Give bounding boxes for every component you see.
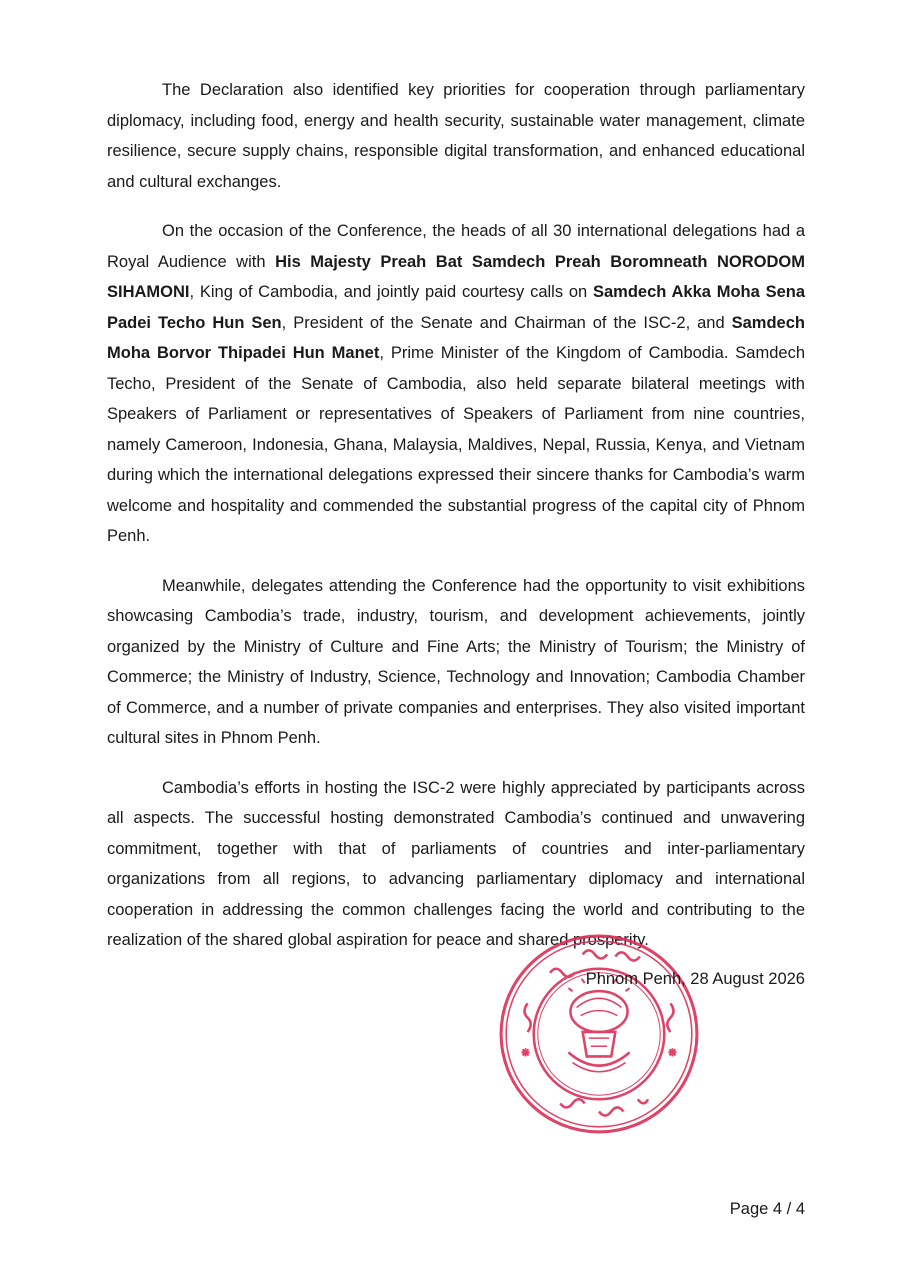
paragraph: [107, 216, 805, 552]
text-run: Cambodia’s efforts in hosting the ISC-2 were highly appreciated by participants across all aspects. The successful hosting demonstrated Cambodia’s continued and unwavering commitment, together with that of parliaments of countries and inter-parliamentary organizations from all regions, to advancing parliamentary diplomacy and international cooperation in addressing the common challenges facing the world and contributing to the realization of the shared global aspiration for peace and shared prosperity.: [107, 778, 805, 949]
text-run: , President of the Senate and Chairman of the ISC-2, and: [281, 313, 732, 332]
text-run: On the occasion of the Conference, the heads of all 30 international delegations had a Royal Audience with: [107, 222, 805, 271]
text-run: Meanwhile, delegates attending the Conference had the opportunity to visit exhibitions showcasing Cambodia’s trade, industry, tourism, and development achievements, jointly organized by the Ministry of Culture and Fine Arts; the Ministry of Tourism; the Ministry of Commerce; the Ministry of Industry, Science, Technology and Innovation; Cambodia Chamber of Commerce, and a number of private companies and enterprises. They also visited important cultural sites in Phnom Penh.: [107, 576, 805, 747]
paragraph: [107, 773, 805, 956]
bold-name: Samdech Moha Borvor Thipadei Hun Manet: [107, 313, 805, 362]
text-run: The Declaration also identified key priorities for cooperation through parliamentary diplomacy, including food, energy and health security, sustainable water management, climate resilience, secure supply chains, responsible digital transformation, and enhanced educational and cultural exchanges.: [107, 81, 805, 191]
body-text: [107, 75, 805, 975]
official-seal-icon: [497, 932, 701, 1136]
signature-date-line: Phnom Penh, 28 August 2026: [585, 970, 805, 988]
text-run: , King of Cambodia, and jointly paid courtesy calls on: [189, 283, 593, 301]
text-run: , Prime Minister of the Kingdom of Cambodia. Samdech Techo, President of the Senate of Cambodia, also held separate bilateral meetings with Speakers of Parliament or representatives of Speakers of Parliament from nine countries, namely Cameroon, Indonesia, Ghana, Malaysia, Maldives, Nepal, Russia, Kenya, and Vietnam during which the international delegations expressed their sincere thanks for Cambodia’s warm welcome and hospitality and commended the substantial progress of the capital city of Phnom Penh.: [107, 344, 806, 545]
bold-name: Samdech Akka Moha Sena Padei Techo Hun Sen: [107, 283, 806, 332]
paragraph: [107, 75, 805, 197]
paragraph: [107, 571, 805, 754]
bold-name: His Majesty Preah Bat Samdech Preah Boromneath NORODOM SIHAMONI: [107, 252, 805, 301]
page-number: Page 4 / 4: [729, 1200, 805, 1218]
